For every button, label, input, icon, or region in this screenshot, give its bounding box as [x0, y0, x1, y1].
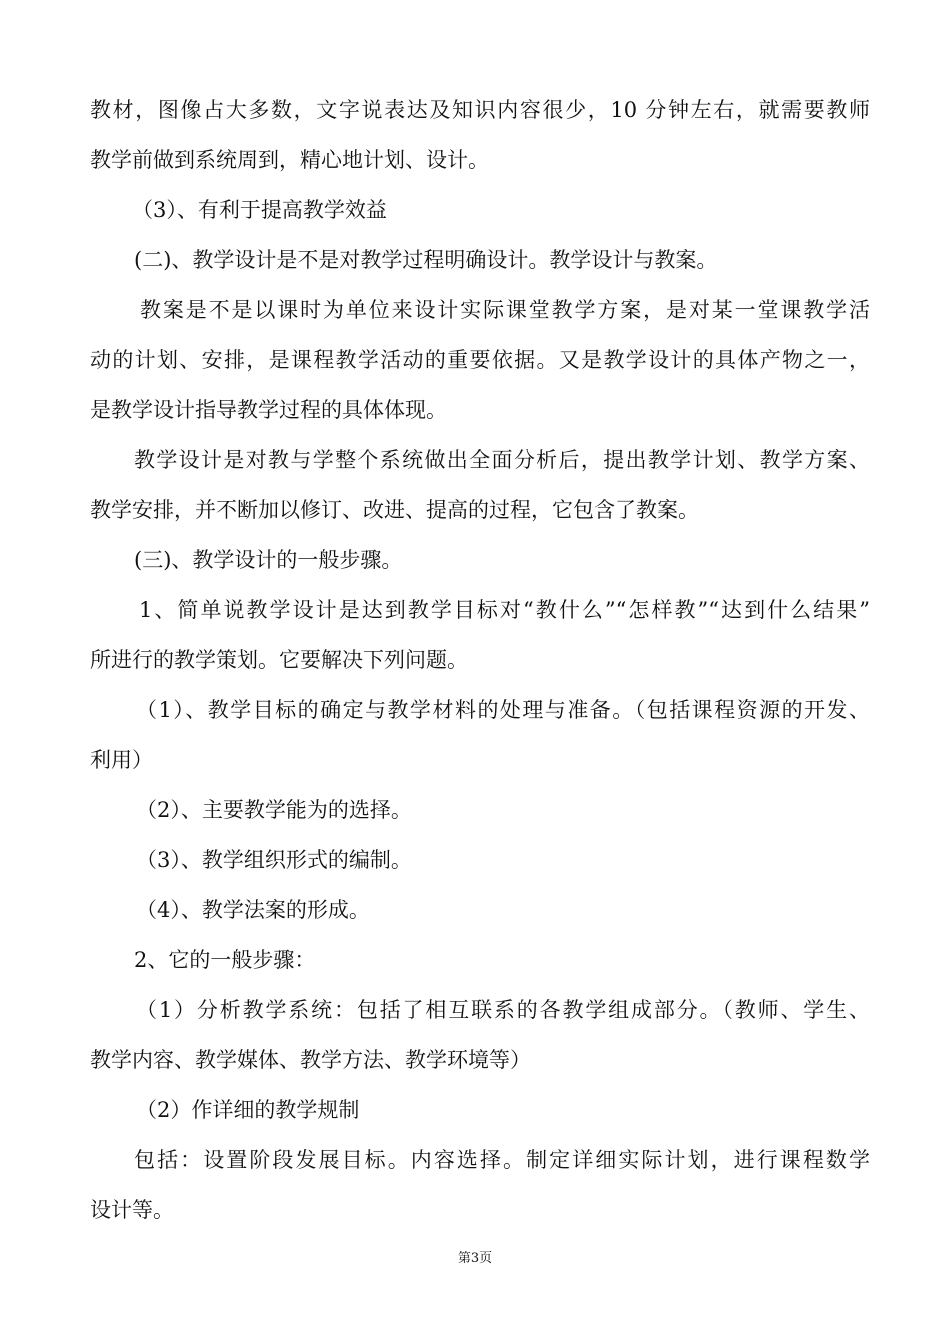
text-line: 教材，图像占大多数，文字说表达及知识内容很少，10 分钟左右，就需要教师	[90, 98, 870, 122]
text-line: 是教学设计指导教学过程的具体体现。	[90, 398, 447, 422]
text-line: （2）作详细的教学规制	[136, 1098, 360, 1122]
text-line: （4）、教学法案的形成。	[136, 898, 370, 922]
text-line: 所进行的教学策划。它要解决下列问题。	[90, 648, 468, 672]
section-heading: (二)、教学设计是不是对教学过程明确设计。教学设计与教案。	[134, 248, 718, 272]
text-line: 设计等。	[90, 1198, 174, 1222]
text-line: （1）、教学目标的确定与教学材料的处理与准备。（包括课程资源的开发、	[136, 698, 870, 722]
text-line: （3）、有利于提高教学效益	[132, 198, 387, 222]
text-line: 教学前做到系统周到，精心地计划、设计。	[90, 148, 489, 172]
text-line: （3）、教学组织形式的编制。	[136, 848, 412, 872]
section-heading: (三)、教学设计的一般步骤。	[134, 548, 403, 572]
text-line: （1）分析教学系统：包括了相互联系的各教学组成部分。（教师、学生、	[136, 998, 870, 1022]
text-line: 动的计划、安排，是课程教学活动的重要依据。又是教学设计的具体产物之一，	[90, 348, 870, 372]
text-line: 1、简单说教学设计是达到教学目标对“教什么”“怎样教”“达到什么结果”	[139, 598, 870, 622]
text-line: 教学内容、教学媒体、教学方法、教学环境等）	[90, 1048, 531, 1072]
text-line: （2）、主要教学能为的选择。	[136, 798, 412, 822]
text-line: 教学设计是对教与学整个系统做出全面分析后，提出教学计划、教学方案、	[134, 448, 870, 472]
text-line: 包括：设置阶段发展目标。内容选择。制定详细实际计划，进行课程数学	[134, 1148, 870, 1172]
text-line: 教案是不是以课时为单位来设计实际课堂教学方案，是对某一堂课教学活	[140, 298, 870, 322]
text-line: 2、它的一般步骤：	[134, 948, 316, 972]
page-number: 第3页	[457, 1251, 493, 1266]
text-line: 利用）	[90, 748, 153, 772]
text-line: 教学安排，并不断加以修订、改进、提高的过程，它包含了教案。	[90, 498, 699, 522]
